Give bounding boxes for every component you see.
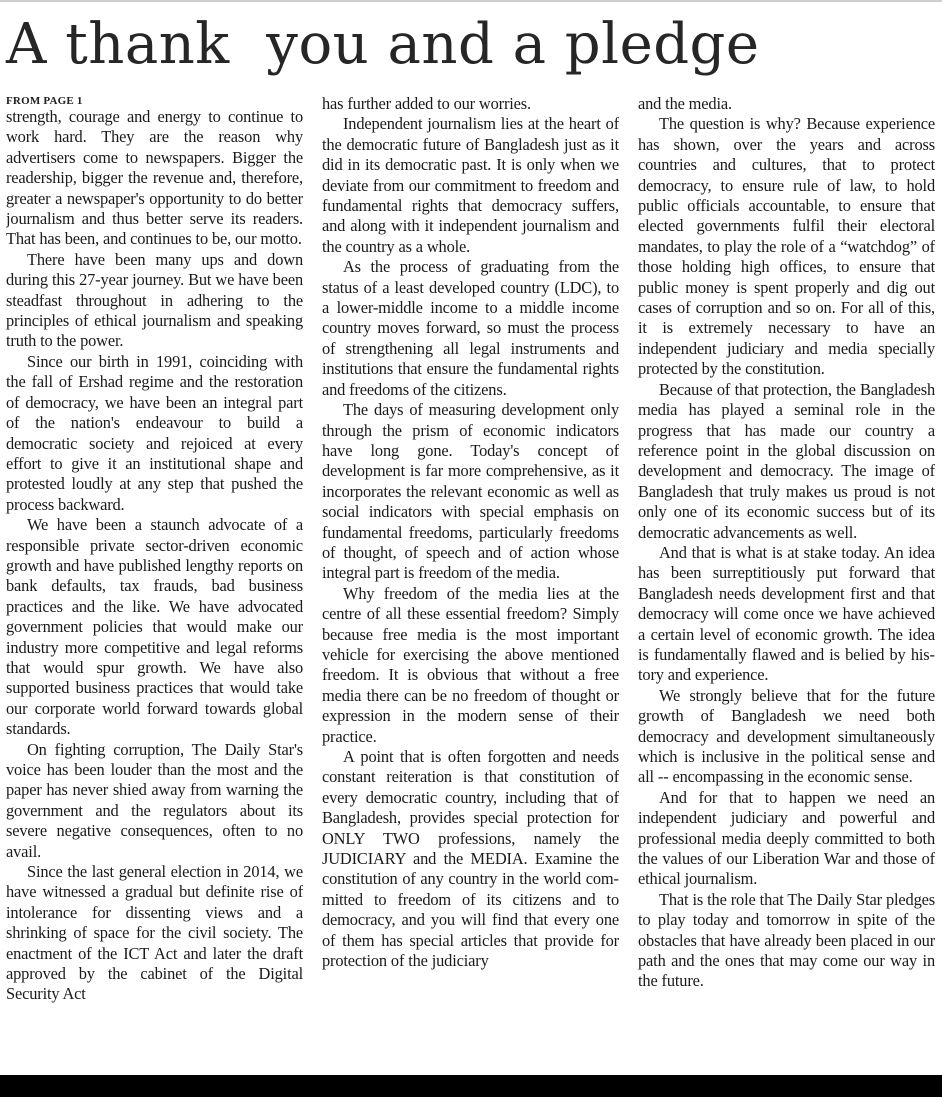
paragraph: The days of measuring development only through the prism of economic indicators have long gone. Today's concept of development is far more comprehensive, as it incorporates the relevant economic as well as social indicators with special emphasis on fundamental freedoms, particularly freedoms of thought, of speech and of action whose integral part is freedom of the media.: [322, 400, 619, 583]
paragraph: There have been many ups and down during this 27-year journey. But we have been steadfast throughout in adhering to the principles of ethical journalism and speaking truth to the power.: [6, 249, 303, 351]
headline: A thank you and a pledge: [6, 12, 760, 77]
paragraph: Why freedom of the media lies at the centre of all these essential freedom? Simply because free media is the most important vehicle for exercising the above mentioned freedom. It is obvious that without a free media there can be no freedom of thought or expression in the modern sense of their practice.: [322, 583, 619, 746]
column-3: [638, 94, 935, 1074]
paragraph: has further added to our worries.: [322, 94, 531, 113]
paragraph: Since the last general election in 2014, we have witnessed a gradual but definite rise of intolerance for dissenting views and a shrinking of space for the civil society. The enactment of the ICT Act and later the draft approved by the cabinet of the Digital Security Act: [6, 862, 303, 1004]
paragraph: On fighting corruption, The Daily Star's voice has been louder than the most and the paper has never shied away from warning the government and the regulators about its severe negative consequences, often to no avail.: [6, 739, 303, 861]
paragraph: The question is why? Because experience has shown, over the years and across countries and cultures, that to protect democracy, to ensure rule of law, to hold public officials accountable, to ensure that elected governments fulfil their electoral mandates, to play the role of a “watchdog” of those holding high offices, to ensure that public money is spent properly and dig out cases of corruption and so on. For all of this, it is extremely necessary to have an independent judiciary and media specially protected by the constitution.: [638, 114, 935, 379]
bottom-black-bar: [0, 1075, 942, 1097]
paragraph: As the process of graduating from the status of a least developed country (LDC), to a lower-middle income to a middle income country moves forward, so must the process of strengthening all legal instruments and institutions that ensure the fundamental rights and freedoms of the citizens.: [322, 257, 619, 399]
column-1: [6, 94, 303, 1074]
top-rule: [0, 0, 942, 2]
paragraph: Independent journalism lies at the heart of the democratic future of Bangladesh just as it did in its democratic past. It is only when we deviate from our commitment to freedom and fundamental rights that democracy suffers, and along with it independent journalism and the country as a whole.: [322, 114, 619, 256]
paragraph: That is the role that The Daily Star pledges to play today and tomorrow in spite of the obstacles that have already been placed in our path and the ones that may come our way in the future.: [638, 889, 935, 991]
paragraph: A point that is often forgotten and needs constant reiteration is that constitution of every democratic country, including that of Bangladesh, provides special protection for ONLY TWO professions, namely the JUDICIARY and the MEDIA. Examine the constitution of any country in the world committed to freedom of its citizens and to democracy, and you will find that every one of them has special articles that provide for protection of the judiciary: [322, 747, 619, 971]
paragraph: We have been a staunch advocate of a responsible private sector-driven economic growth and have published lengthy reports on bank defaults, tax frauds, bad business practices and the like. We have advocated government policies that would make our industry more competitive and legal reforms that would spur growth. We have also supported business practices that would take our corporate world forward towards global standards.: [6, 515, 303, 739]
continuation-byline: FROM PAGE 1: [6, 95, 83, 107]
paragraph: Because of that protection, the Bangladesh media has played a seminal role in the progress that has made our country a reference point in the global discussion on development and democracy. The image of Bangladesh that truly makes us proud is not only one of its economic success but of its democratic advancements as well.: [638, 379, 935, 542]
paragraph: strength, courage and energy to continue to work hard. They are the reason why advertisers come to newspapers. Bigger the readership, bigger the revenue and, therefore, greater a newspaper's opportunity to do better journalism and thus better serve its readers. That has been, and continues to be, our motto.: [6, 107, 303, 249]
paragraph: And that is what is at stake today. An idea has been surreptitiously put forward that Bangladesh needs development first and that democracy will come once we have achieved a certain level of economic growth. The idea is fundamentally flawed and is belied by history and experience.: [638, 542, 935, 685]
paragraph: And for that to happen we need an independent judiciary and powerful and professional media deeply committed to both the values of our Liberation War and those of ethical journalism.: [638, 787, 935, 889]
paragraph: and the media.: [638, 94, 732, 113]
article-body: [6, 94, 936, 1074]
paragraph: We strongly believe that for the future growth of Bangladesh we need both democracy and development simultaneously which is inclusive in the political sense and all -- encompassing in the economic sense.: [638, 685, 935, 787]
paragraph: Since our birth in 1991, coinciding with the fall of Ershad regime and the restoration of democracy, we have been an integral part of the nation's endeavour to build a democratic society and rejoiced at every effort to give it an institutional shape and protested loudly at any step that pushed the process backward.: [6, 351, 303, 514]
column-2: [322, 94, 619, 1074]
